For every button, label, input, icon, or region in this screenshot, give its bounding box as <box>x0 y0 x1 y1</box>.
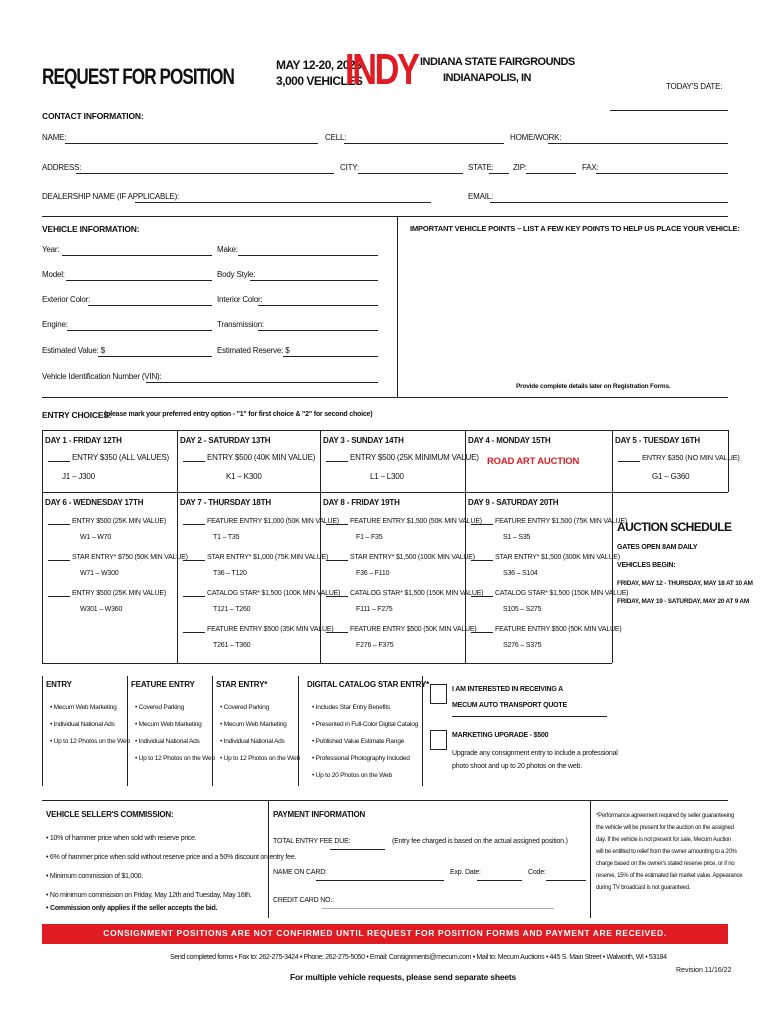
day3-range: L1 – L300 <box>370 472 404 481</box>
city-field[interactable] <box>358 173 463 174</box>
zip-label: ZIP: <box>513 163 527 172</box>
year-label: Year: <box>42 245 60 254</box>
day9-range-d: S276 – S375 <box>503 642 542 649</box>
exp-date-label: Exp. Date: <box>450 869 481 876</box>
marketing-upgrade-title: MARKETING UPGRADE - $500 <box>452 732 549 739</box>
day6-choice-b[interactable] <box>48 552 70 561</box>
day3-title: DAY 3 - SUNDAY 14TH <box>323 436 404 445</box>
total-fee-note: (Entry fee charged is based on the actual assigned position.) <box>392 838 568 845</box>
home-work-label: HOME/WORK: <box>510 133 562 142</box>
day7-label-d: FEATURE ENTRY $500 (35K MIN VALUE) <box>207 626 334 633</box>
commission-item: • 6% of hammer price when sold without reserve price and a 50% discount on entry fee. <box>46 854 297 861</box>
indy-logo: INDY <box>345 45 418 94</box>
day9-label-c: CATALOG STAR* $1,500 (150K MIN VALUE) <box>495 590 629 597</box>
day9-label-d: FEATURE ENTRY $500 (50K MIN VALUE) <box>495 626 622 633</box>
address-label: ADDRESS: <box>42 163 82 172</box>
event-dates: MAY 12-20, 2023 <box>276 58 362 72</box>
engine-label: Engine: <box>42 320 68 329</box>
day8-range-d: F276 – F375 <box>356 642 394 649</box>
vin-field[interactable] <box>146 382 378 383</box>
schedule-gates: GATES OPEN 8AM DAILY <box>617 544 698 551</box>
interior-color-label: Interior Color: <box>217 295 263 304</box>
fax-label: FAX: <box>582 163 599 172</box>
day6-entry-c[interactable] <box>48 588 166 597</box>
vehicle-points-field[interactable] <box>405 238 728 384</box>
venue-name: INDIANA STATE FAIRGROUNDS <box>420 56 575 68</box>
marketing-upgrade-checkbox[interactable] <box>430 730 447 750</box>
disclaimer-text <box>596 810 742 894</box>
day8-range-b: F36 – F110 <box>356 570 390 577</box>
cell-field[interactable] <box>344 143 504 144</box>
tier-feature-item: • Up to 12 Photos on the Web <box>135 755 215 762</box>
day8-choice-d[interactable] <box>326 624 348 633</box>
day3-entry-label: ENTRY $500 (25K MINIMUM VALUE) <box>350 453 479 462</box>
day3-entry[interactable] <box>326 453 479 462</box>
day1-range: J1 – J300 <box>62 472 95 481</box>
total-fee-label: TOTAL ENTRY FEE DUE: <box>273 838 351 845</box>
cell-label: CELL: <box>325 133 347 142</box>
day6-label-b: STAR ENTRY* $750 (50K MIN VALUE) <box>72 554 188 561</box>
vehicle-points-heading: IMPORTANT VEHICLE POINTS – LIST A FEW KEY POINTS TO HELP US PLACE YOUR VEHICLE: <box>410 224 740 233</box>
state-field[interactable] <box>489 173 509 174</box>
tier-feature-item: • Individual National Ads <box>135 738 200 745</box>
contact-heading: CONTACT INFORMATION: <box>42 111 144 121</box>
make-label: Make: <box>217 245 238 254</box>
model-field[interactable] <box>66 280 212 281</box>
day7-range-d: T261 – T360 <box>213 642 251 649</box>
day8-label-a: FEATURE ENTRY $1,500 (50K MIN VALUE) <box>350 518 482 525</box>
estimated-value-field[interactable] <box>98 356 212 357</box>
day3-entry-choice[interactable] <box>326 453 348 462</box>
day8-choice-a[interactable] <box>326 516 348 525</box>
tier-feature-list <box>135 699 215 767</box>
disclaimer-line-item: *Performance agreement required by seller guaranteeing <box>596 813 734 819</box>
code-field[interactable] <box>546 880 586 881</box>
day8-label-b: STAR ENTRY* $1,500 (100K MIN VALUE) <box>350 554 475 561</box>
estimated-reserve-field[interactable] <box>283 356 378 357</box>
commission-item: • No minimum commission on Friday, May 12th and Tuesday, May 16th. <box>46 892 252 899</box>
todays-date-field[interactable] <box>610 110 728 111</box>
day7-entry-c[interactable] <box>183 588 340 597</box>
commission-item: • 10% of hammer price when sold with reserve price. <box>46 835 197 842</box>
body-style-field[interactable] <box>250 280 378 281</box>
transport-quote-checkbox[interactable] <box>430 684 447 704</box>
day5-entry[interactable] <box>618 453 740 462</box>
venue-city: INDIANAPOLIS, IN <box>443 72 531 84</box>
day7-range-b: T36 – T120 <box>213 570 247 577</box>
total-fee-field[interactable] <box>330 849 385 850</box>
day7-choice-c[interactable] <box>183 588 205 597</box>
day5-title: DAY 5 - TUESDAY 16TH <box>615 436 700 445</box>
schedule-vehicles-begin: VEHICLES BEGIN: <box>617 562 676 569</box>
zip-field[interactable] <box>526 173 576 174</box>
transport-quote-line1: I AM INTERESTED IN RECEIVING A <box>452 686 563 693</box>
disclaimer-line-item: the vehicle will be present for the auction on the assigned <box>596 825 734 831</box>
tier-star-item: • Covered Parking <box>220 704 270 711</box>
tier-entry-list <box>50 699 130 750</box>
tier-digital-list <box>312 699 418 784</box>
day5-entry-label: ENTRY $350 (NO MIN VALUE) <box>642 453 740 462</box>
day9-entry-b[interactable] <box>471 552 620 561</box>
day7-choice-a[interactable] <box>183 516 205 525</box>
tier-entry-title: ENTRY <box>46 680 72 689</box>
day7-label-b: STAR ENTRY* $1,000 (75K MIN VALUE) <box>207 554 329 561</box>
day1-entry-label: ENTRY $350 (ALL VALUES) <box>72 453 169 462</box>
name-field[interactable] <box>65 143 318 144</box>
tier-digital-item: • Published Value Estimate Range <box>312 738 405 745</box>
footer-contact-line: Send completed forms • Fax to: 262-275-3424 • Phone: 262-275-5050 • Email: Consignments@mecum.com • Mail to: Mecum Auctions • 445 S. Main Street • Walworth, WI • 53184 <box>170 954 667 961</box>
entry-choices-note: (please mark your preferred entry option - "1" for first choice & "2" for second choice) <box>104 411 373 418</box>
auction-schedule-heading: AUCTION SCHEDULE <box>617 520 732 534</box>
tier-entry-item: • Up to 12 Photos on the Web <box>50 738 130 745</box>
model-label: Model: <box>42 270 65 279</box>
vehicle-heading: VEHICLE INFORMATION: <box>42 224 140 234</box>
day8-label-d: FEATURE ENTRY $500 (50K MIN VALUE) <box>350 626 477 633</box>
day7-title: DAY 7 - THURSDAY 18TH <box>180 498 271 507</box>
name-on-card-field[interactable] <box>316 880 444 881</box>
email-label: EMAIL: <box>468 192 494 201</box>
transmission-label: Transmission: <box>217 320 264 329</box>
commission-list <box>46 829 296 905</box>
day9-range-a: S1 – S35 <box>503 534 531 541</box>
day2-title: DAY 2 - SATURDAY 13TH <box>180 436 271 445</box>
tier-star-item: • Mecum Web Marketing <box>220 721 287 728</box>
dealership-label: DEALERSHIP NAME (IF APPLICABLE): <box>42 192 180 201</box>
day8-entry-d[interactable] <box>326 624 477 633</box>
vehicle-points-note: Provide complete details later on Registration Forms. <box>516 383 671 390</box>
tier-entry-item: • Individual National Ads <box>50 721 115 728</box>
commission-heading: VEHICLE SELLER'S COMMISSION: <box>46 810 174 819</box>
day9-label-b: STAR ENTRY* $1,500 (300K MIN VALUE) <box>495 554 620 561</box>
day8-label-c: CATALOG STAR* $1,500 (150K MIN VALUE) <box>350 590 484 597</box>
day5-range: G1 – G360 <box>652 472 690 481</box>
day6-range-c: W301 – W360 <box>80 606 123 613</box>
marketing-upgrade-line2: photo shoot and up to 20 photos on the web. <box>452 763 582 770</box>
code-label: Code: <box>528 869 546 876</box>
day8-entry-c[interactable] <box>326 588 483 597</box>
day9-choice-c[interactable] <box>471 588 493 597</box>
dealership-field[interactable] <box>135 202 431 203</box>
disclaimer-line-item: reserve, 15% of the estimated fair market value. Appearance <box>596 873 743 879</box>
day8-entry-b[interactable] <box>326 552 475 561</box>
day9-choice-d[interactable] <box>471 624 493 633</box>
disclaimer-line-item: charge based on the owner's stated reserve price, or if no <box>596 861 735 867</box>
day7-label-a: FEATURE ENTRY $1,000 (50K MIN VALUE) <box>207 518 339 525</box>
transport-quote-line2: MECUM AUTO TRANSPORT QUOTE <box>452 702 567 709</box>
day8-range-c: F111 – F275 <box>356 606 393 613</box>
footer-multiple-requests: For multiple vehicle requests, please send separate sheets <box>290 972 517 982</box>
tier-star-list <box>220 699 300 767</box>
day8-choice-b[interactable] <box>326 552 348 561</box>
interior-color-field[interactable] <box>258 305 378 306</box>
tier-feature-title: FEATURE ENTRY <box>131 680 195 689</box>
estimated-reserve-label: Estimated Reserve: $ <box>217 346 290 355</box>
schedule-line-1: FRIDAY, MAY 12 - THURSDAY, MAY 18 AT 10 AM <box>617 580 753 587</box>
commission-bold-item: • Commission only applies if the seller accepts the bid. <box>46 905 218 912</box>
engine-field[interactable] <box>67 330 212 331</box>
tier-digital-item: • Presented in Full-Color Digital Catalog <box>312 721 419 728</box>
estimated-value-label: Estimated Value: $ <box>42 346 105 355</box>
todays-date-label: TODAY'S DATE: <box>666 82 723 91</box>
day2-entry-choice[interactable] <box>183 453 205 462</box>
day7-entry-d[interactable] <box>183 624 334 633</box>
payment-heading: PAYMENT INFORMATION <box>273 810 366 819</box>
exterior-color-label: Exterior Color: <box>42 295 91 304</box>
entry-choices-heading: ENTRY CHOICES: <box>42 410 112 420</box>
exterior-color-field[interactable] <box>88 305 212 306</box>
name-label: NAME: <box>42 133 67 142</box>
day6-range-a: W1 – W70 <box>80 534 112 541</box>
day9-choice-a[interactable] <box>471 516 493 525</box>
vehicle-count: 3,000 VEHICLES <box>276 74 363 88</box>
tier-entry-item: • Mecum Web Marketing <box>50 704 117 711</box>
tier-digital-item: • Up to 20 Photos on the Web <box>312 772 392 779</box>
day9-title: DAY 9 - SATURDAY 20TH <box>468 498 559 507</box>
day6-label-c: ENTRY $500 (25K MIN VALUE) <box>72 590 167 597</box>
day6-label-a: ENTRY $500 (25K MIN VALUE) <box>72 518 167 525</box>
make-field[interactable] <box>238 255 378 256</box>
day1-entry[interactable] <box>48 453 169 462</box>
year-field[interactable] <box>62 255 212 256</box>
day2-range: K1 – K300 <box>226 472 262 481</box>
disclaimer-line-item: during TV broadcast is not guaranteed. <box>596 885 691 891</box>
day2-entry-label: ENTRY $500 (40K MIN VALUE) <box>207 453 316 462</box>
vin-label: Vehicle Identification Number (VIN): <box>42 372 162 381</box>
day6-choice-a[interactable] <box>48 516 70 525</box>
form-title: REQUEST FOR POSITION <box>42 64 234 89</box>
home-work-field[interactable] <box>548 143 728 144</box>
credit-card-label: CREDIT CARD NO.: <box>273 897 334 904</box>
tier-feature-item: • Covered Parking <box>135 704 185 711</box>
day2-entry[interactable] <box>183 453 315 462</box>
disclaimer-line-item: day. If the vehicle is not present for sale, Mecum Auction <box>596 837 732 843</box>
day8-choice-c[interactable] <box>326 588 348 597</box>
exp-date-field[interactable] <box>477 880 522 881</box>
tier-digital-item: • Professional Photography Included <box>312 755 410 762</box>
day1-title: DAY 1 - FRIDAY 12TH <box>45 436 122 445</box>
day7-choice-d[interactable] <box>183 624 205 633</box>
day7-choice-b[interactable] <box>183 552 205 561</box>
day4-road-art: ROAD ART AUCTION <box>487 456 580 467</box>
city-label: CITY: <box>340 163 360 172</box>
day9-label-a: FEATURE ENTRY $1,500 (75K MIN VALUE) <box>495 518 627 525</box>
tier-digital-item: • Includes Star Entry Benefits <box>312 704 391 711</box>
day7-range-a: T1 – T35 <box>213 534 240 541</box>
credit-card-field[interactable] <box>322 908 554 909</box>
commission-item: • Minimum commission of $1,000. <box>46 873 144 880</box>
address-field[interactable] <box>76 173 334 174</box>
confirmation-banner-text: CONSIGNMENT POSITIONS ARE NOT CONFIRMED UNTIL REQUEST FOR POSITION FORMS AND PAYMENT ARE RECEIVED. <box>103 928 667 938</box>
day6-title: DAY 6 - WEDNESDAY 17TH <box>45 498 144 507</box>
tier-star-title: STAR ENTRY* <box>216 680 268 689</box>
tier-feature-item: • Mecum Web Marketing <box>135 721 202 728</box>
day8-entry-a[interactable] <box>326 516 482 525</box>
day9-entry-d[interactable] <box>471 624 622 633</box>
body-style-label: Body Style: <box>217 270 256 279</box>
day9-range-b: S36 – S104 <box>503 570 538 577</box>
revision-date: Revision 11/16/22 <box>676 967 732 974</box>
day9-range-c: S105 – S275 <box>503 606 542 613</box>
day1-entry-choice[interactable] <box>48 453 70 462</box>
day7-entry-a[interactable] <box>183 516 339 525</box>
name-on-card-label: NAME ON CARD: <box>273 869 327 876</box>
disclaimer-line-item: will be entitled to relief from the owner amounting to a 20% <box>596 849 737 855</box>
day7-range-c: T121 – T260 <box>213 606 251 613</box>
day8-title: DAY 8 - FRIDAY 19TH <box>323 498 400 507</box>
day7-entry-b[interactable] <box>183 552 328 561</box>
state-label: STATE: <box>468 163 494 172</box>
day8-range-a: F1 – F35 <box>356 534 383 541</box>
tier-star-item: • Individual National Ads <box>220 738 285 745</box>
tier-star-item: • Up to 12 Photos on the Web <box>220 755 300 762</box>
day4-title: DAY 4 - MONDAY 15TH <box>468 436 551 445</box>
day6-entry-a[interactable] <box>48 516 166 525</box>
email-field[interactable] <box>490 202 728 203</box>
day9-choice-b[interactable] <box>471 552 493 561</box>
transmission-field[interactable] <box>258 330 378 331</box>
day9-entry-a[interactable] <box>471 516 627 525</box>
day6-entry-b[interactable] <box>48 552 188 561</box>
schedule-line-2: FRIDAY, MAY 19 - SATURDAY, MAY 20 AT 9 AM <box>617 598 749 605</box>
marketing-upgrade-line1: Upgrade any consignment entry to include a professional <box>452 750 618 757</box>
fax-field[interactable] <box>596 173 728 174</box>
day9-entry-c[interactable] <box>471 588 628 597</box>
tier-digital-title: DIGITAL CATALOG STAR ENTRY* <box>307 680 430 689</box>
day5-entry-choice[interactable] <box>618 453 640 462</box>
day6-choice-c[interactable] <box>48 588 70 597</box>
day6-range-b: W71 – W300 <box>80 570 119 577</box>
day7-label-c: CATALOG STAR* $1,500 (100K MIN VALUE) <box>207 590 341 597</box>
